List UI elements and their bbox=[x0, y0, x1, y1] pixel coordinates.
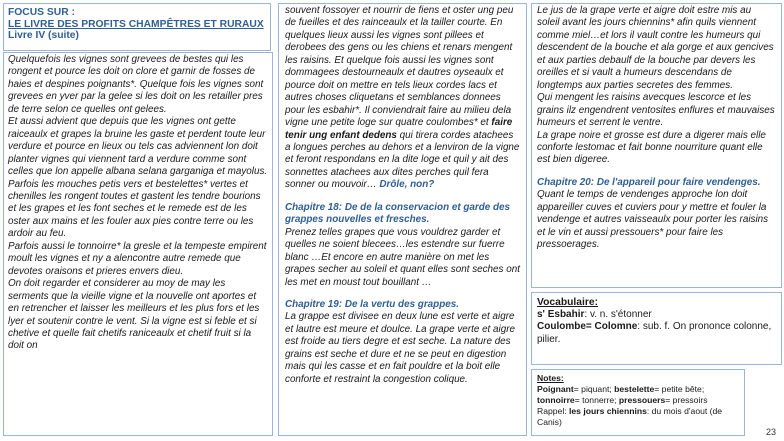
note-def: : du mois d'aout (de Canis) bbox=[537, 406, 723, 428]
vocab-word-1: s' Esbahir bbox=[537, 309, 585, 321]
notes-line-1 bbox=[537, 384, 739, 406]
chapter-20-heading: Chapitre 20: De l'appareil pour faire vendenges. bbox=[537, 176, 761, 188]
col2-text-a: souvent fossoyer et nourrir de fiens et oster ung peu de fueilles et des rainceaulx et la tailler courte. En quelques lieux aussi les vignes sont pillees et derobees des gens ou les chiens et renars mengent les raisins. Et quelque fois aussi les vignes sont dommagees destourneaulx et dautres oyseaulx et pource doit on mettre en tels lieux cordes lacs et autres choses cliquetans et semblances donnees pour les esbahir*. Il conviendrait faire au milieu dela vigne une petite loge sur quatre coulombes* et bbox=[285, 5, 514, 129]
col1-paragraph-4: On doit regarder et considerer au moy de may les serments que la vieille vigne et la nouvelle ont aportes et en retrencher et laisser les meilleurs et les plus fors et les lyer et soutenir contre le vent. Si la vigne est si feble et si chetive et quelle fait chetifs raniceaulx et chetif fruit si la doit on bbox=[8, 278, 260, 352]
note-term: Poignant bbox=[537, 384, 574, 395]
vocab-entry-1 bbox=[537, 309, 776, 321]
note-term: tonnoirre bbox=[537, 395, 575, 406]
notes-heading: Notes: bbox=[537, 373, 564, 383]
col3-paragraph-2: Qui mengent les raisins avecques lescorce et les grains ilz engendrent ventosites enflures et mauvaises humeurs et serrent le ventre. bbox=[537, 92, 775, 129]
vocab-def-2: : sub. f. On prononce colonne, pilier. bbox=[537, 321, 772, 345]
vocabulary-heading: Vocabulaire: bbox=[537, 297, 599, 308]
note-def: = piquant; bbox=[573, 384, 615, 395]
vocab-entry-2 bbox=[537, 321, 776, 345]
col2-remark: Drôle, non? bbox=[379, 179, 435, 191]
column-2 bbox=[278, 3, 527, 436]
col1-paragraph-1: Quelquefois les vignes sont grevees de bestes qui les rongent et pource les doit on clore et garnir de fosses de haies et despines poignants*. Quelque fois les vignes sont grevees en yver par la gelee si les doit on les retailler pres de terre selon ce quelles ont gelees. bbox=[8, 54, 264, 115]
note-term: les jours chiennins bbox=[569, 406, 647, 417]
vocab-def-1: : v. n. s'étonner bbox=[584, 309, 652, 321]
col1-paragraph-2: Et aussi advient que depuis que les vignes ont gette raiceaulx et grapes la bruine les gaste et perdent toute leur verdure et pource en lieux ou tels cas adviennent lon doit planter vignes qui viennent tard a verdure comme sont celles que lon appelle albana selana garganiga et mayolus. Parfois les mouches petis vers et bestelettes* vertes et chenilles les rongent toutes et gastent les tendre bourions et les grapes et les font seches et le remede est de les oster aux mains et les fouler aux pies contre terre ou les ardoir au feu. bbox=[8, 116, 268, 240]
col2-paragraph-2: Prenez telles grapes que vous vouldrez garder et quelles ne soient blecees…les estendre sur fuerre blanc …Et encore en autre manière on met les grapes secher au soleil et quant elles sont seches ont les met en moust tout bouillant … bbox=[285, 226, 520, 288]
note-label: Rappel: bbox=[537, 406, 570, 417]
col1-paragraph-3: Parfois aussi le tonnoirre* la gresle et la tempeste empirent moult les vignes et ny a alencontre autre remede que devotes oraisons et prieres envers dieu. bbox=[8, 240, 267, 277]
chapter-19-heading: Chapitre 19: De la vertu des grappes. bbox=[285, 298, 459, 310]
column-1 bbox=[3, 52, 273, 436]
col3-paragraph-1: Le jus de la grape verte et aigre doit estre mis au soleil avant les jours chiennins* afin quils viennent comme miel…et lors il vault contre les humeurs qui descendent de la bouche et ala gorge et aux gencives et aux parties debaulf de la bouche par devers les oreilles et si vault a humeurs descendans de longtemps aux parties secretes des femmes. bbox=[537, 5, 774, 91]
note-def: = petite bête; bbox=[654, 384, 705, 395]
col2-emphasis: faire tenir ung enfant dedens bbox=[285, 117, 513, 141]
col2-text-c: qui tirera cordes atachees a longues perches au dehors et a lenviron de la vigne et feront respondans en la dite loge et quil y ait des sonnettes atachees aux dites perches quil fera sonner ou mouvoir… bbox=[285, 129, 520, 191]
header-focus: FOCUS SUR : bbox=[8, 7, 75, 18]
col3-paragraph-3: La grape noire et grosse est dure a digerer mais elle conforte lestomac et fait bonne nourriture quant elle est bien digeree. bbox=[537, 129, 766, 166]
col3-paragraph-4: Quant le temps de vendenges approche lon doit appareiller cuves et cuviers pour y mettre et fouler la vendenge et autres vaisseaulx pour porter les raisins et le vin et aussi pressouers* pour faire les pressoerages. bbox=[537, 189, 769, 251]
vocab-word-2: Coulombe= Colomne bbox=[537, 321, 638, 333]
page-number: 23 bbox=[765, 427, 776, 437]
note-term: bestelette bbox=[614, 384, 655, 395]
note-def: = tonnerre; bbox=[574, 395, 619, 406]
notes-line-2 bbox=[537, 406, 739, 428]
col2-paragraph-3: La grappe est divisee en deux lune est verte et aigre et lautre est meure et doulce. La grape verte et aigre est froide au tiers degre et est seche. La nature des grains est seche et dure et ne se peut en digestion mais qui les casse et en fait pouldre et la boit elle conforte et restraint la congestion colique. bbox=[285, 311, 516, 385]
header-box bbox=[3, 3, 271, 51]
page-title: LE LIVRE DES PROFITS CHAMPÊTRES ET RURAUX bbox=[8, 18, 264, 30]
header-subtitle: Livre IV (suite) bbox=[8, 30, 79, 42]
note-def: = pressoirs bbox=[665, 395, 708, 406]
chapter-18-heading: Chapitre 18: De de la conservacion et garde des grappes nouvelles et fresches. bbox=[285, 201, 511, 226]
vocabulary-box bbox=[531, 292, 782, 365]
column-3 bbox=[531, 3, 782, 288]
notes-box bbox=[531, 369, 745, 436]
col2-paragraph-1 bbox=[285, 5, 520, 192]
note-term: pressouers bbox=[618, 395, 666, 406]
